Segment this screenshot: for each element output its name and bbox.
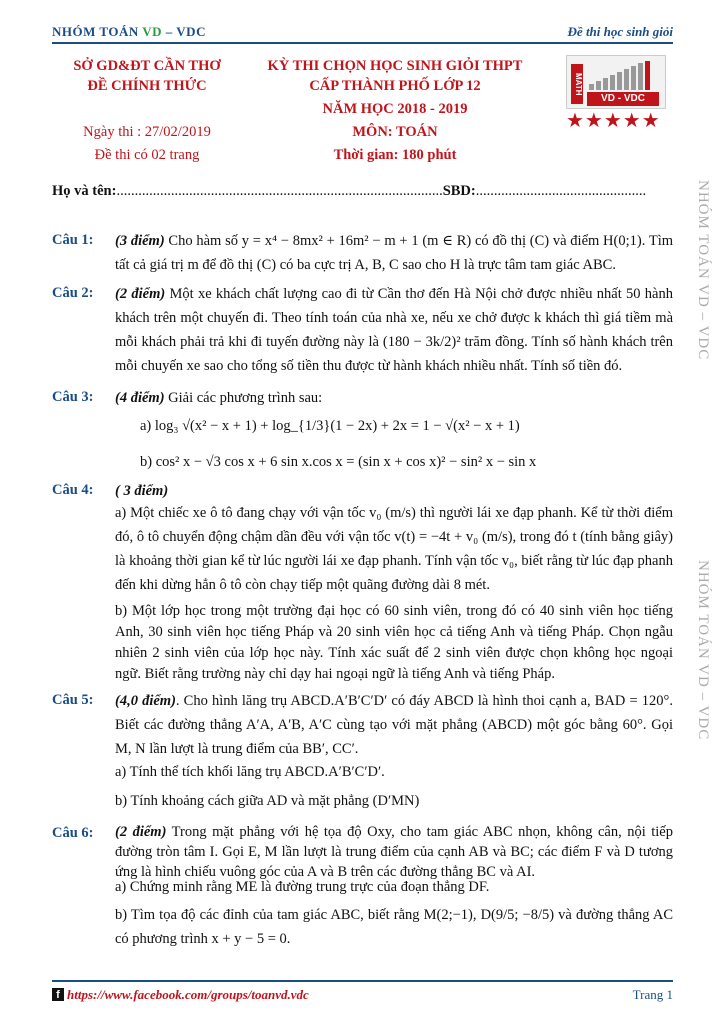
question-5: (4,0 điểm). Cho hình lăng trụ ABCD.A′B′C′D′ có đáy ABCD là hình thoi cạnh a, BAD = 120°. Biết các đường thẳng A′A, A′B, A′C cùng tạo với mặt phẳng (ABCD) một góc bằng 60°. Gọi M, N lần lượt là trung điểm của BB′, CC′. <box>115 693 673 757</box>
candidate-name-line: Họ và tên:..........................................................................................SBD:............................................... <box>52 183 647 199</box>
question-3a: a) log₃ √(x² − x + 1) + log_{1/3}(1 − 2x) + 2x = 1 − √(x² − x + 1) <box>140 418 520 434</box>
exam-title-2: CẤP THÀNH PHỐ LỚP 12 <box>309 78 481 94</box>
question-3: (4 điểm) Giải các phương trình sau: <box>115 390 323 406</box>
side-watermark-1: NHÓM TOÁN VD – VDC <box>695 180 711 361</box>
question-5a: a) Tính thể tích khối lăng trụ ABCD.A′B′C′D′. <box>115 764 385 780</box>
duration: Thời gian: 180 phút <box>333 147 457 163</box>
top-banner <box>52 22 673 44</box>
question-6b: b) Tìm tọa độ các đỉnh của tam giác ABC, biết rằng M(2;−1), D(9/5; −8/5) và đường thẳng AC có phương trình x + y − 5 = 0. <box>115 907 673 947</box>
logo-text: VD - VDC <box>587 92 659 106</box>
school-year: NĂM HỌC 2018 - 2019 <box>322 101 468 117</box>
question-6: (2 điểm) Trong mặt phẳng với hệ tọa độ Oxy, cho tam giác ABC nhọn, không cân, nội tiếp đường tròn tâm I. Gọi E, M lần lượt là trung điểm của cạnh AB và BC; các điểm F và D tương ứng là hình chiếu vuông góc của A và B trên các đường thẳng BC và AI. <box>115 824 673 880</box>
footer <box>52 980 673 1006</box>
rating-stars: ★★★★★ <box>566 110 661 132</box>
exam-date: Ngày thi : 27/02/2019 <box>83 124 211 140</box>
group-name: NHÓM TOÁN VD – VDC <box>52 24 206 39</box>
question-6a: a) Chứng minh rằng ME là đường trung trực của đoạn thẳng DF. <box>115 879 490 895</box>
question-3-label: Câu 3: <box>52 389 94 405</box>
group-link[interactable]: https://www.facebook.com/groups/toanvd.vdc <box>67 987 309 1002</box>
question-6-label: Câu 6: <box>52 825 94 841</box>
question-4b: b) Một lớp học trong một trường đại học có 60 sinh viên, trong đó có 40 sinh viên học tiếng Anh, 30 sinh viên học tiếng Pháp và 20 sinh viên học cả tiếng Anh và tiếng Pháp. Chọn ngẫu nhiên 2 sinh viên của lớp học này. Tính xác suất để 2 sinh viên được chọn không học ngoại ngữ. Biết rằng trường này chỉ dạy hai ngoại ngữ là tiếng Anh và tiếng Pháp. <box>115 603 673 682</box>
question-4-label: Câu 4: <box>52 482 94 498</box>
official-label: ĐỀ CHÍNH THỨC <box>87 78 207 94</box>
question-2-label: Câu 2: <box>52 285 94 301</box>
group-logo <box>566 55 666 109</box>
question-4-points: ( 3 điểm) <box>115 483 169 499</box>
subject: MÔN: TOÁN <box>352 124 438 140</box>
page-number: Trang 1 <box>632 987 673 1002</box>
dept-name: SỞ GD&ĐT CẦN THƠ <box>73 58 221 74</box>
question-1-label: Câu 1: <box>52 232 94 248</box>
doc-type: Đề thi học sinh giỏi <box>567 24 673 39</box>
exam-title-1: KỲ THI CHỌN HỌC SINH GIỎI THPT <box>267 58 523 74</box>
question-5b: b) Tính khoảng cách giữa AD và mặt phẳng (D′MN) <box>115 793 420 809</box>
question-5-label: Câu 5: <box>52 692 94 708</box>
logo-side-text: MATH <box>571 64 583 104</box>
page-count: Đề thi có 02 trang <box>94 147 200 163</box>
question-3b: b) cos² x − √3 cos x + 6 sin x.cos x = (sin x + cos x)² − sin² x − sin x <box>140 454 537 470</box>
question-4a: a) Một chiếc xe ô tô đang chạy với vận tốc v₀ (m/s) thì người lái xe đạp phanh. Kể từ thời điểm đó, ô tô chuyển động chậm dần đều với vận tốc v(t) = −4t + v₀ (m/s), trong đó t (tính bằng giây) là khoảng thời gian kể từ lúc người lái xe đạp phanh. Tính vận tốc v₀, biết rằng từ lúc đạp phanh đến khi dừng hẳn ô tô còn chạy tiếp một quãng đường dài 8 mét. <box>115 505 673 593</box>
facebook-icon: f <box>52 988 64 1001</box>
question-2: (2 điểm) Một xe khách chất lượng cao đi từ Cần thơ đến Hà Nội chở được nhiều nhất 50 hành khách trên một chuyến đi. Theo tính toán của nhà xe, nếu xe chở được k khách thì giá tiềm mà mỗi khách phải trả khi đi tuyến đường này là (180 − 3k/2)² trăm đồng. Tính số hành khách trên mỗi chuyến xe sao cho tổng số tiền thu được từ hành khách nhiều nhất. Tính số tiền đó. <box>115 286 673 374</box>
logo-bars <box>587 60 659 90</box>
side-watermark-2: NHÓM TOÁN VD – VDC <box>695 560 711 741</box>
question-1: (3 điểm) Cho hàm số y = x⁴ − 8mx² + 16m² − m + 1 (m ∈ R) có đồ thị (C) và điểm H(0;1). Tìm tất cả giá trị m để đồ thị (C) có ba cực trị A, B, C sao cho H là trực tâm tam giác ABC. <box>115 233 673 273</box>
